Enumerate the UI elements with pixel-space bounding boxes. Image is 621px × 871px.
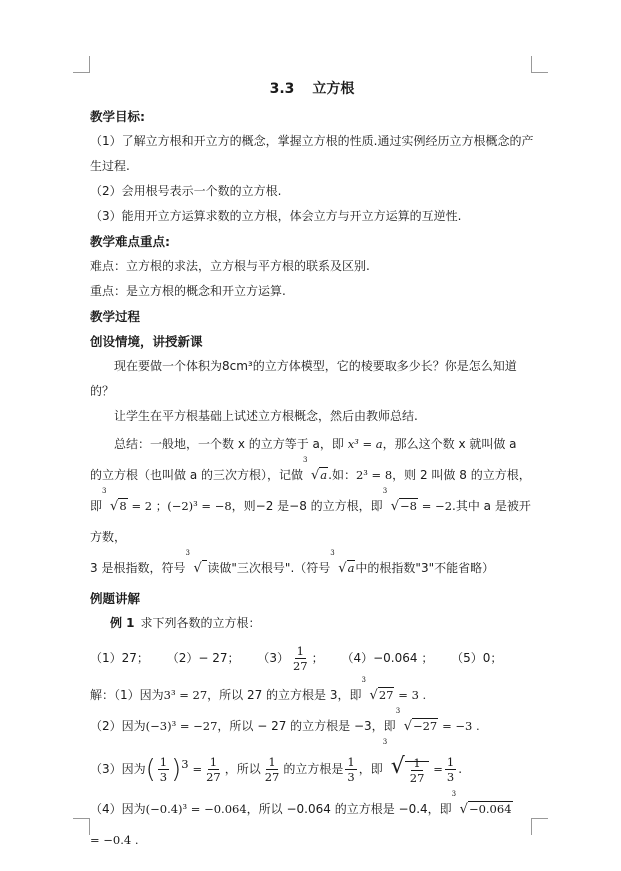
focus-text: 重点：是立方根的概念和开立方运算. — [90, 284, 286, 298]
fraction-1-27: $\frac{1}{27}$ — [292, 644, 308, 673]
solution-2: （2）因为(−3)³ = −27，所以 − 27 的立方根是 −3，即 3 √−27 = −3 . — [90, 711, 534, 742]
cube-root-neg27: 3 √−27 — [395, 707, 438, 734]
document-page — [90, 78, 534, 856]
summary-paragraph: 总结：一般地，一个数 x 的立方等于 a，即 x³ = a，那么这个数 x 就叫做 a 的立方根（也叫做 a 的三次方根），记做 3 √a.如：2³ = 8，则 2 叫做 8 的立方根， 即 3 √8 = 2 ；(−2)³ = −8，则−2 是−8 的立方根，即 3 √−8 = −2.其中 a 是被开方数， 3 是根指数，符号 3 √ 读做"三次根号".（符号 3 √a中的根指数"3"不能省略） — [90, 429, 534, 584]
goal-item-1: （1）了解立方根和开立方的概念，掌握立方根的性质.通过实例经历立方根概念的产生过程. — [90, 134, 534, 173]
example-label: 例 1 — [110, 616, 135, 630]
cube-root-a-symbol: 3 √a — [330, 549, 355, 576]
cube-root-neg8: 3 √−8 — [382, 487, 417, 514]
goals-heading: 教学目标: — [90, 109, 145, 124]
key-points-heading: 教学难点重点: — [90, 234, 170, 249]
equation-2-cubed: 2³ = 8 — [355, 468, 393, 482]
cube-root-neg0064: 3 √−0.064 — [451, 790, 512, 817]
goal-item-3: （3）能用开立方运算求数的立方根，体会立方与开立方运算的互逆性. — [90, 209, 462, 223]
cube-root-a: 3 √a — [302, 456, 328, 483]
solution-4: （4）因为(−0.4)³ = −0.064，所以 −0.064 的立方根是 −0.4，即 3 √−0.064 = −0.4 . — [90, 790, 512, 847]
equation-neg2-cubed: (−2)³ = −8 — [167, 499, 232, 513]
page-title — [90, 78, 534, 100]
difficulty-text: 难点：立方根的求法，立方根与平方根的联系及区别. — [90, 259, 370, 273]
examples-heading: 例题讲解 — [90, 591, 141, 606]
example-1-prompt: 例 1 求下列各数的立方根： — [110, 616, 261, 630]
goal-item-2: （2）会用根号表示一个数的立方根. — [90, 184, 282, 198]
example-1-items: （1）27； （2）− 27； （3） $\frac{1}{27}$ ； （4）−0.064 ； （5）0； — [90, 644, 503, 673]
crop-mark-top-right — [531, 56, 548, 73]
cube-root-27: 3 √27 — [361, 676, 394, 703]
student-task: 让学生在平方根基础上试述立方根概念，然后由教师总结. — [114, 409, 418, 423]
crop-mark-top-left — [73, 56, 90, 73]
section-title: 立方根 — [312, 81, 355, 97]
cube-root-frac: 3 √ $\frac{1}{27}$ — [383, 742, 430, 794]
solution-3: （3）因为( $\frac{1}{3}$ )$^3$ = $\frac{1}{27}$ ，所以 $\frac{1}{27}$ 的立方根是 $\frac{1}{3}$ ，即 3 √ $\frac{1}{27}$ = $\frac{1}{3}$ . — [90, 742, 534, 794]
solution-1: 解：（1）因为3³ = 27，所以 27 的立方根是 3，即 3 √27 = 3 . — [90, 680, 534, 711]
crop-mark-bottom-left — [73, 818, 90, 835]
cube-root-8: 3 √8 — [102, 487, 127, 514]
section-number: 3.3 — [269, 81, 295, 97]
process-heading: 教学过程 — [90, 309, 141, 324]
equation-x-cubed: x³ = a — [347, 437, 383, 451]
cube-root-symbol: 3 √ — [185, 553, 207, 584]
process-subheading: 创设情境，讲授新课 — [90, 334, 203, 349]
intro-question: 现在要做一个体积为8cm³的立方体模型，它的棱要取多少长？你是怎么知道的？ — [90, 359, 517, 398]
